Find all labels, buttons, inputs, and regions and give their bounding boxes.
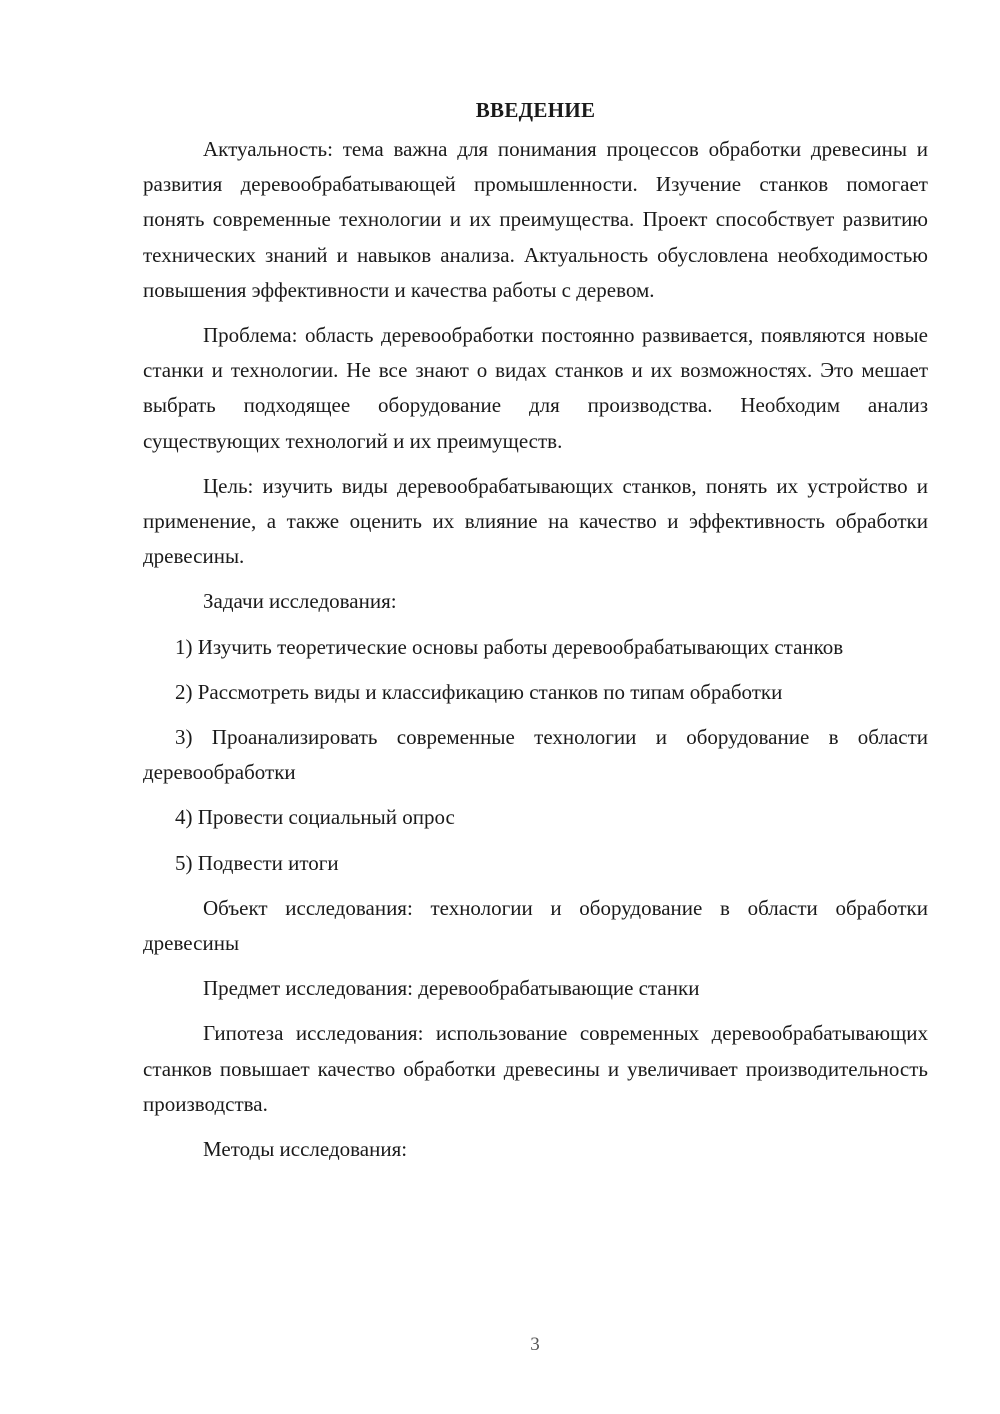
page-title: ВВЕДЕНИЕ bbox=[475, 98, 596, 122]
paragraph-relevance: Актуальность: тема важна для понимания процессов обработки древесины и развития деревообрабатывающей промышленности. Изучение станков помогает понять современные технологии и их преимущества. Проект способствует развитию технических знаний и навыков анализа. Актуальность обусловлена необходимостью повышения эффективности и качества работы с деревом. bbox=[143, 137, 928, 302]
paragraph-hypothesis: Гипотеза исследования: использование современных деревообрабатывающих станков повышает качество обработки древесины и увеличивает производительность производства. bbox=[143, 1021, 928, 1116]
methods-heading: Методы исследования: bbox=[203, 1137, 408, 1162]
task-item-2: 2) Рассмотреть виды и классификацию станков по типам обработки bbox=[175, 679, 783, 704]
task-item-5: 5) Подвести итоги bbox=[175, 850, 339, 875]
document-page bbox=[143, 95, 928, 1177]
tasks-heading: Задачи исследования: bbox=[203, 589, 397, 614]
paragraph-subject: Предмет исследования: деревообрабатывающие станки bbox=[203, 976, 700, 1001]
task-item-1: 1) Изучить теоретические основы работы деревообрабатывающих станков bbox=[175, 634, 844, 659]
page-number: 3 bbox=[530, 1334, 540, 1355]
paragraph-problem: Проблема: область деревообработки постоянно развивается, появляются новые станки и технологии. Не все знают о видах станков и их возможностях. Это мешает выбрать подходящее оборудование для производства. Необходим анализ существующих технологий и их преимуществ. bbox=[143, 323, 928, 453]
paragraph-goal: Цель: изучить виды деревообрабатывающих станков, понять их устройство и применение, а также оценить их влияние на качество и эффективность обработки древесины. bbox=[143, 473, 928, 569]
task-item-3: 3) Проанализировать современные технологии и оборудование в области деревообработки bbox=[143, 725, 928, 785]
paragraph-object: Объект исследования: технологии и оборудование в области обработки древесины bbox=[143, 895, 928, 956]
task-item-4: 4) Провести социальный опрос bbox=[175, 805, 455, 830]
